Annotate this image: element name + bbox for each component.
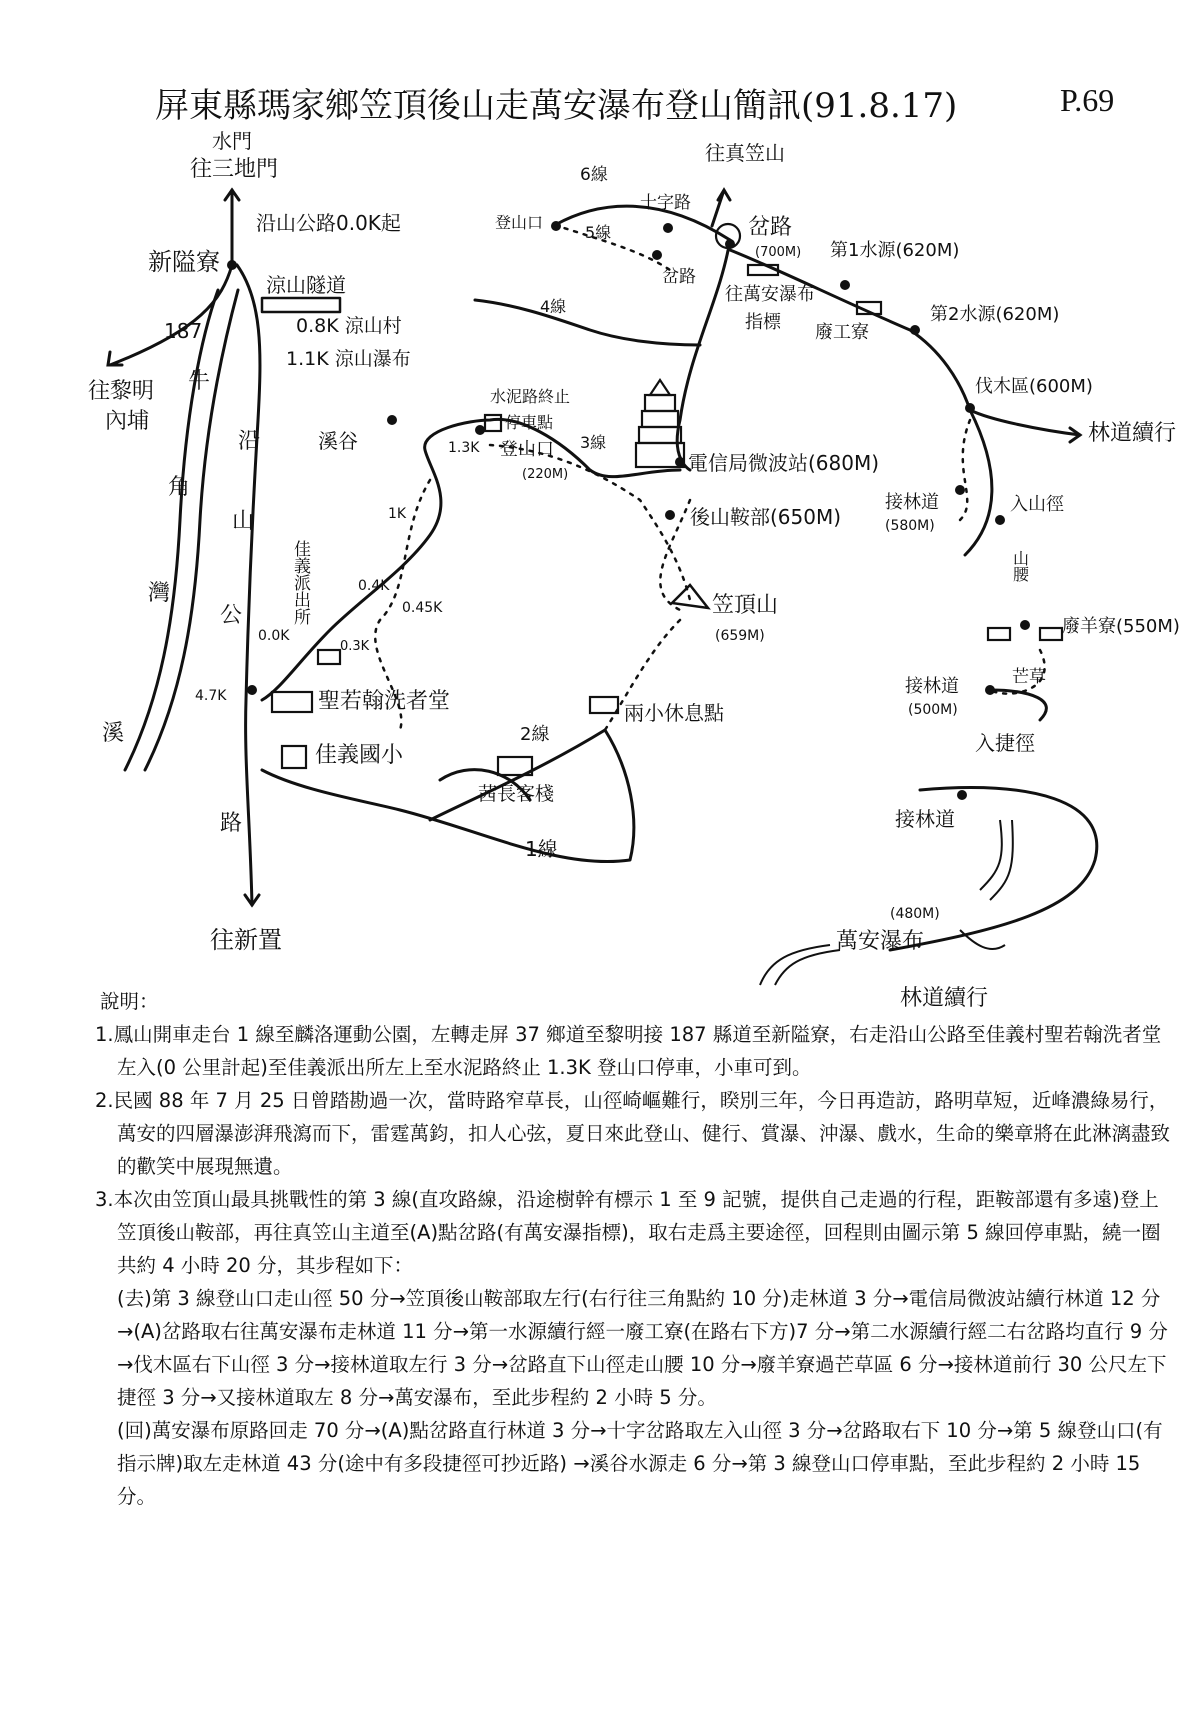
label-wanan-falls-elev: (480M)	[890, 906, 940, 922]
label-jiayi-police: 佳義派出所	[290, 540, 310, 625]
label-sheep-hut: 廢羊寮(550M)	[1062, 616, 1180, 637]
node-connect-road-1	[955, 485, 965, 495]
label-line3: 3線	[580, 433, 607, 452]
label-neipu: 內埔	[105, 409, 150, 434]
label-road-lu: 路	[220, 811, 243, 836]
label-yanshan-start: 沿山公路0.0K起	[256, 211, 401, 235]
label-cement-end-2: 停車點	[505, 413, 554, 432]
label-grass: 芒草	[1012, 667, 1046, 687]
tunnel	[262, 298, 340, 312]
label-river-jiao: 角	[168, 475, 191, 500]
label-road-shan: 山	[232, 509, 255, 534]
label-km-04k: 0.4K	[358, 578, 390, 594]
node-sheep-hut	[1020, 620, 1030, 630]
node-connect-road-3	[957, 790, 967, 800]
label-cement-end-1: 水泥路終止	[490, 387, 571, 406]
label-line2: 2線	[520, 724, 550, 745]
node-xigu	[387, 415, 397, 425]
node-47k	[247, 685, 257, 695]
notes	[95, 985, 1175, 1513]
label-connect-road-2: 接林道	[905, 676, 959, 697]
label-to-liming: 往黎明	[88, 379, 155, 404]
label-water1: 第1水源(620M)	[830, 240, 960, 261]
trail-to-saddle	[660, 500, 690, 610]
node-trailhead	[475, 425, 485, 435]
label-km-03k: 0.3K	[340, 639, 370, 654]
label-line4: 4線	[540, 297, 567, 316]
label-km-045k: 0.45K	[402, 600, 443, 616]
label-rest-point: 兩小休息點	[624, 701, 724, 725]
label-line5: 5線	[585, 223, 612, 242]
node-water2	[910, 325, 920, 335]
hut-icon-sheep-2	[1040, 628, 1062, 640]
road-winding	[262, 419, 680, 700]
note-route-go: (去)第 3 線登山口走山徑 50 分→笠頂後山鞍部取左行(右行往三角點約 10 分)走林道 3 分→電信局微波站續行林道 12 分→(A)岔路取右往萬安瀑布走林道 11 分→第一水源續行經一廢工寮(在路右下方)7 分→第二水源續行經二右岔路均直行 9 分→伐木區右下山徑 3 分→接林道取左行 3 分→岔路直下山徑走山腰 10 分→廢羊寮過芒草區 6 分→接林道前行 30 公尺左下捷徑 3 分→又接林道取左 8 分→萬安瀑布，至此步程約 2 小時 5 分。	[117, 1287, 1168, 1409]
label-junction-a: 岔路	[748, 215, 793, 240]
waterfall-icon	[760, 820, 1013, 985]
notes-heading: 說明：	[100, 990, 159, 1013]
label-river-xi: 溪	[102, 721, 125, 746]
label-line1: 1線	[525, 837, 558, 861]
note-item-2: 2.民國 88 年 7 月 25 日曾踏勘過一次，當時路窄草長，山徑崎嶇難行，睽別三年，今日再造訪，路明草短，近峰濃綠易行，萬安的四層瀑澎湃飛瀉而下，雷霆萬鈞，扣人心弦，夏日來此登山、健行、賞瀑、沖瀑、戲水，生命的樂章將在此淋漓盡致的歡笑中展現無遺。	[95, 1089, 1171, 1178]
police-icon	[318, 650, 340, 664]
label-km-0k: 0.0K	[258, 628, 290, 644]
hut-icon-sheep-1	[988, 628, 1010, 640]
arrow-zhenli	[712, 190, 730, 226]
node-xinlongliao	[227, 260, 237, 270]
road-line4	[475, 300, 700, 345]
label-trailhead: 登山口	[500, 439, 554, 460]
label-water2: 第2水源(620M)	[930, 304, 1060, 325]
label-junction-small: 岔路	[662, 267, 696, 287]
label-church: 聖若翰洗者堂	[318, 689, 451, 714]
label-to-zhenli: 往真笠山	[705, 141, 785, 165]
label-to-sandimen: 往三地門	[190, 157, 279, 182]
label-xinlongliao: 新隘寮	[148, 248, 220, 276]
label-dengshankou: 登山口	[495, 213, 544, 232]
label-sign-2: 指標	[745, 312, 781, 333]
label-tea-house: 茜長客棧	[478, 783, 555, 805]
label-connect-road-3: 接林道	[895, 807, 955, 831]
label-logging: 伐木區(600M)	[975, 376, 1093, 397]
label-km-47k: 4.7K	[195, 688, 227, 704]
trail-east	[960, 420, 970, 520]
label-abandoned-hut: 廢工寮	[815, 322, 869, 343]
node-crossroad	[663, 223, 673, 233]
node-junction-small	[652, 250, 662, 260]
church-icon	[272, 692, 312, 712]
label-river-wan: 灣	[148, 581, 171, 606]
label-wanan-falls: 萬安瀑布	[836, 929, 925, 954]
label-road-yan: 沿	[238, 429, 261, 454]
rest-point-icon	[590, 697, 618, 713]
label-shuimen: 水門	[212, 129, 252, 153]
road-southeast	[965, 410, 992, 555]
label-lidingshan: 笠頂山	[712, 593, 779, 618]
label-hillside: 山腰	[1010, 550, 1030, 582]
label-school: 佳義國小	[315, 743, 404, 768]
pagoda-icon	[636, 380, 684, 467]
label-line6: 6線	[580, 165, 608, 185]
label-trailhead-13k: 1.3K	[448, 440, 480, 456]
road-to-falls	[990, 690, 1046, 720]
label-connect-road-1-elev: (580M)	[885, 518, 935, 534]
label-road-gong: 公	[220, 603, 243, 628]
node-dengshankou	[551, 221, 561, 231]
node-into-trail	[995, 515, 1005, 525]
label-to-xinpi: 往新置	[210, 926, 282, 954]
page-number: P.69	[1060, 82, 1115, 118]
label-junction-a-elev: (700M)	[755, 245, 802, 260]
note-item-1: 1.鳳山開車走台 1 線至麟洛運動公園，左轉走屏 37 鄉道至黎明接 187 縣道至新隘寮，右走沿山公路至佳義村聖若翰洗者堂左入(0 公里計起)至佳義派出所左上至水泥路終止 1.3K 登山口停車，小車可到。	[95, 1023, 1162, 1079]
label-shortcut: 入捷徑	[975, 731, 1035, 755]
parking-icon	[485, 415, 501, 431]
label-river-niu: 牛	[188, 369, 211, 394]
label-connect-road-2-elev: (500M)	[908, 702, 958, 718]
label-telecom: 電信局微波站(680M)	[688, 451, 880, 475]
label-saddle: 後山鞍部(650M)	[690, 505, 842, 529]
label-forest-continue: 林道續行	[1088, 421, 1177, 446]
note-item-3-details	[95, 1282, 1175, 1513]
road-187	[110, 265, 232, 365]
label-road-187: 187	[164, 319, 203, 343]
label-xigu: 溪谷	[318, 429, 358, 453]
label-sign-1: 往萬安瀑布	[725, 284, 815, 305]
trail-line5	[555, 225, 670, 270]
label-connect-road-1: 接林道	[885, 492, 939, 513]
label-crossroad: 十字路	[640, 193, 691, 213]
node-connect-road-2	[985, 685, 995, 695]
node-water1	[840, 280, 850, 290]
label-forest-continue-2: 林道續行	[900, 986, 989, 1011]
label-km-1k: 1K	[388, 506, 407, 522]
label-into-trail: 入山徑	[1010, 494, 1064, 515]
label-liangshan-falls: 1.1K 涼山瀑布	[286, 348, 411, 370]
note-route-back: (回)萬安瀑布原路回走 70 分→(A)點岔路直行林道 3 分→十字岔路取左入山徑 3 分→岔路取右下 10 分→第 5 線登山口(有指示牌)取左走林道 43 分(途中有多段捷徑可抄近路) →溪谷水源走 6 分→第 3 線登山口停車點，至此步程約 2 小時 15 分。	[117, 1419, 1163, 1508]
label-lidingshan-elev: (659M)	[715, 628, 765, 644]
note-item-3: 3.本次由笠頂山最具挑戰性的第 3 線(直攻路線，沿途樹幹有標示 1 至 9 記號，提供自己走過的行程，距鞍部還有多遠)登上笠頂後山鞍部，再往真笠山主道至(A)點岔路(有萬安瀑指標)，取右走爲主要途徑，回程則由圖示第 5 線回停車點，繞一圈共約 4 小時 20 分，其步程如下：	[95, 1188, 1161, 1277]
node-logging	[965, 403, 975, 413]
school-icon	[282, 746, 306, 768]
road-east	[730, 250, 1080, 435]
label-liangshan-village: 0.8K 涼山村	[296, 315, 402, 337]
road-yanshan	[237, 265, 260, 905]
node-saddle	[665, 510, 675, 520]
label-liangshan-tunnel: 涼山隧道	[266, 273, 346, 297]
label-trailhead-elev: (220M)	[522, 467, 569, 482]
page-title: 屏東縣瑪家鄉笠頂後山走萬安瀑布登山簡訊(91.8.17)	[155, 86, 958, 126]
